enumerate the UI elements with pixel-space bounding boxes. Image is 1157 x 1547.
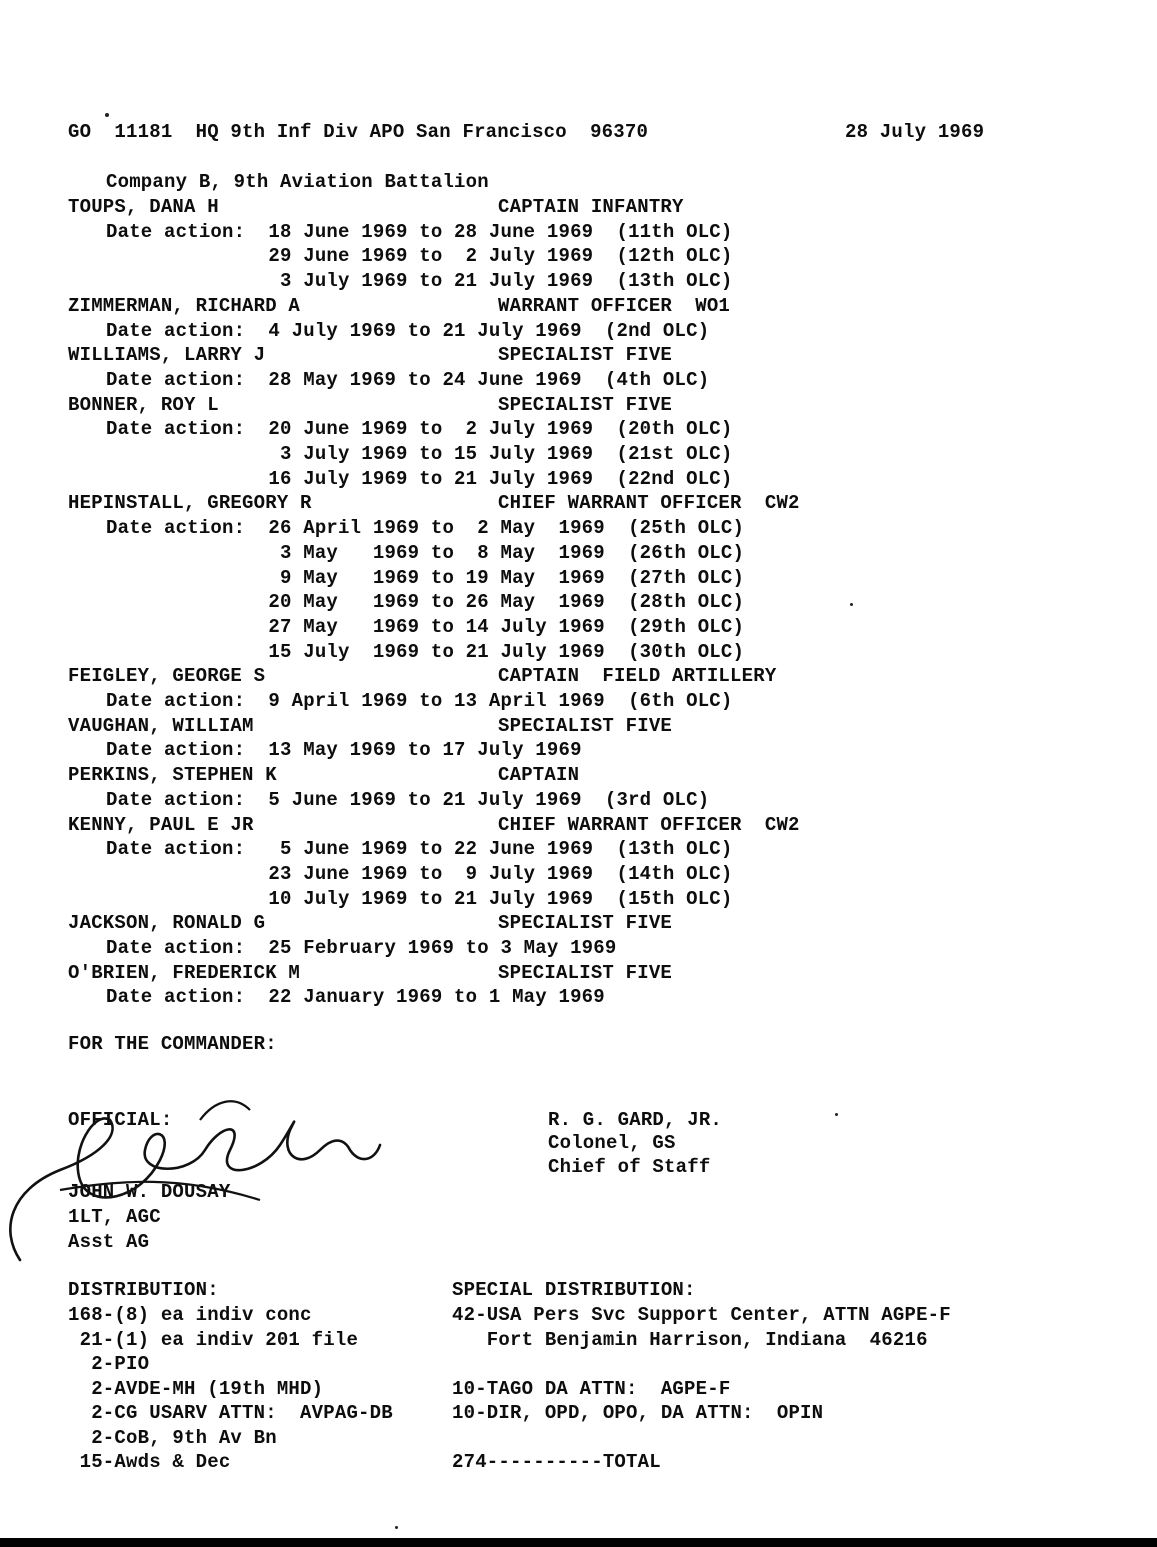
date-action-line: 27 May 1969 to 14 July 1969 (29th OLC) (106, 615, 745, 638)
date-action-line: 3 July 1969 to 15 July 1969 (21st OLC) (106, 443, 733, 465)
unit-name: Company B, 9th Aviation Battalion (106, 171, 489, 193)
special-distribution-line: 10-DIR, OPD, OPO, DA ATTN: OPIN (452, 1402, 824, 1424)
distribution-line: 2-CG USARV ATTN: AVPAG-DB (68, 1402, 393, 1424)
recipient-name: BONNER, ROY L (68, 393, 219, 416)
date-action-line: Date action: 5 June 1969 to 21 July 1969 (3rd OLC) (106, 788, 710, 811)
recipient-name: TOUPS, DANA H (68, 196, 219, 218)
distribution-line: 2-PIO (68, 1353, 150, 1375)
recipient-rank: SPECIALIST FIVE (498, 961, 673, 984)
distribution-heading: DISTRIBUTION: (68, 1279, 219, 1301)
recipient-rank: SPECIALIST FIVE (498, 912, 673, 935)
official-name: JOHN W. DOUSAY (68, 1181, 231, 1203)
recipient-rank: SPECIALIST FIVE (498, 344, 673, 367)
recipient-rank: CAPTAIN (498, 764, 580, 787)
entry-header (68, 714, 672, 738)
recipient-rank: SPECIALIST FIVE (498, 393, 673, 416)
recipient-rank: CAPTAIN INFANTRY (498, 196, 684, 218)
date-action-line: Date action: 18 June 1969 to 28 June 1969 (11th OLC) (106, 220, 733, 243)
entry-header (68, 195, 684, 219)
date-action-line: Date action: 5 June 1969 to 22 June 1969 (13th OLC) (106, 838, 733, 861)
recipient-rank: SPECIALIST FIVE (498, 714, 673, 737)
special-distribution-line: 42-USA Pers Svc Support Center, ATTN AGPE-F (452, 1304, 951, 1326)
date-action-line: Date action: 26 April 1969 to 2 May 1969 (25th OLC) (106, 517, 745, 540)
distribution-line: 15-Awds & Dec (68, 1451, 231, 1473)
date-action-line: 16 July 1969 to 21 July 1969 (22nd OLC) (106, 467, 733, 490)
entry-header (68, 664, 776, 688)
date-action-line: Date action: 4 July 1969 to 21 July 1969 (2nd OLC) (106, 319, 710, 342)
recipient-name: O'BRIEN, FREDERICK M (68, 961, 301, 984)
date-action-line: Date action: 9 April 1969 to 13 April 1969 (6th OLC) (106, 690, 733, 712)
signer-title: Chief of Staff (548, 1156, 711, 1178)
special-distribution-line: 274----------TOTAL (452, 1451, 661, 1473)
official-label: OFFICIAL: (68, 1109, 173, 1131)
date-action-line: Date action: 13 May 1969 to 17 July 1969 (106, 739, 582, 762)
entry-header (68, 813, 800, 837)
date-action-line: 23 June 1969 to 9 July 1969 (14th OLC) (106, 862, 733, 885)
date-action-line: 3 May 1969 to 8 May 1969 (26th OLC) (106, 541, 745, 564)
distribution-line: 2-CoB, 9th Av Bn (68, 1426, 277, 1449)
date-action-line: Date action: 28 May 1969 to 24 June 1969 (4th OLC) (106, 368, 710, 391)
entry-header (68, 491, 800, 515)
recipient-rank: CHIEF WARRANT OFFICER CW2 (498, 492, 800, 515)
recipient-name: VAUGHAN, WILLIAM (68, 714, 254, 737)
date-action-line: 15 July 1969 to 21 July 1969 (30th OLC) (106, 640, 745, 663)
date-action-line: Date action: 25 February 1969 to 3 May 1969 (106, 937, 617, 959)
distribution-line: 2-AVDE-MH (19th MHD) (68, 1377, 324, 1400)
order-header: GO 11181 HQ 9th Inf Div APO San Francisco 96370 (68, 121, 649, 143)
recipient-name: KENNY, PAUL E JR (68, 813, 254, 836)
date-action-line: 3 July 1969 to 21 July 1969 (13th OLC) (106, 270, 733, 293)
scan-speck (395, 1526, 398, 1529)
order-date: 28 July 1969 (845, 121, 985, 143)
entry-header (68, 961, 672, 985)
date-action-line: Date action: 22 January 1969 to 1 May 1969 (106, 986, 605, 1009)
special-distribution-heading: SPECIAL DISTRIBUTION: (452, 1279, 696, 1301)
entry-header (68, 343, 672, 367)
date-action-line: 20 May 1969 to 26 May 1969 (28th OLC) (106, 591, 745, 614)
distribution-line: 168-(8) ea indiv conc (68, 1304, 312, 1326)
date-action-line: Date action: 20 June 1969 to 2 July 1969 (20th OLC) (106, 418, 733, 441)
special-distribution-line: 10-TAGO DA ATTN: AGPE-F (452, 1377, 731, 1400)
official-rank: 1LT, AGC (68, 1206, 161, 1228)
date-action-line: 10 July 1969 to 21 July 1969 (15th OLC) (106, 887, 733, 910)
special-distribution-line: Fort Benjamin Harrison, Indiana 46216 (452, 1328, 928, 1351)
date-action-line: 29 June 1969 to 2 July 1969 (12th OLC) (106, 245, 733, 268)
date-action-line: 9 May 1969 to 19 May 1969 (27th OLC) (106, 566, 745, 589)
entry-header (68, 393, 672, 417)
signer-name: R. G. GARD, JR. (548, 1109, 723, 1131)
entry-header (68, 763, 579, 787)
entry-header (68, 911, 672, 935)
recipient-name: PERKINS, STEPHEN K (68, 764, 277, 787)
signer-rank: Colonel, GS (548, 1132, 676, 1154)
recipient-name: WILLIAMS, LARRY J (68, 344, 266, 367)
official-signature (0, 1080, 400, 1270)
for-the-commander: FOR THE COMMANDER: (68, 1033, 277, 1055)
recipient-rank: CHIEF WARRANT OFFICER CW2 (498, 813, 800, 836)
scan-speck (850, 603, 853, 606)
recipient-name: JACKSON, RONALD G (68, 912, 266, 935)
entry-header (68, 294, 730, 318)
scan-speck (835, 1113, 838, 1116)
recipient-name: ZIMMERMAN, RICHARD A (68, 294, 301, 317)
page-bottom-edge (0, 1538, 1157, 1547)
recipient-rank: WARRANT OFFICER WO1 (498, 294, 731, 317)
recipient-name: HEPINSTALL, GREGORY R (68, 492, 312, 515)
scan-speck (105, 113, 109, 117)
distribution-line: 21-(1) ea indiv 201 file (68, 1328, 359, 1351)
official-title: Asst AG (68, 1231, 150, 1253)
recipient-rank: CAPTAIN FIELD ARTILLERY (498, 665, 777, 688)
recipient-name: FEIGLEY, GEORGE S (68, 665, 266, 688)
